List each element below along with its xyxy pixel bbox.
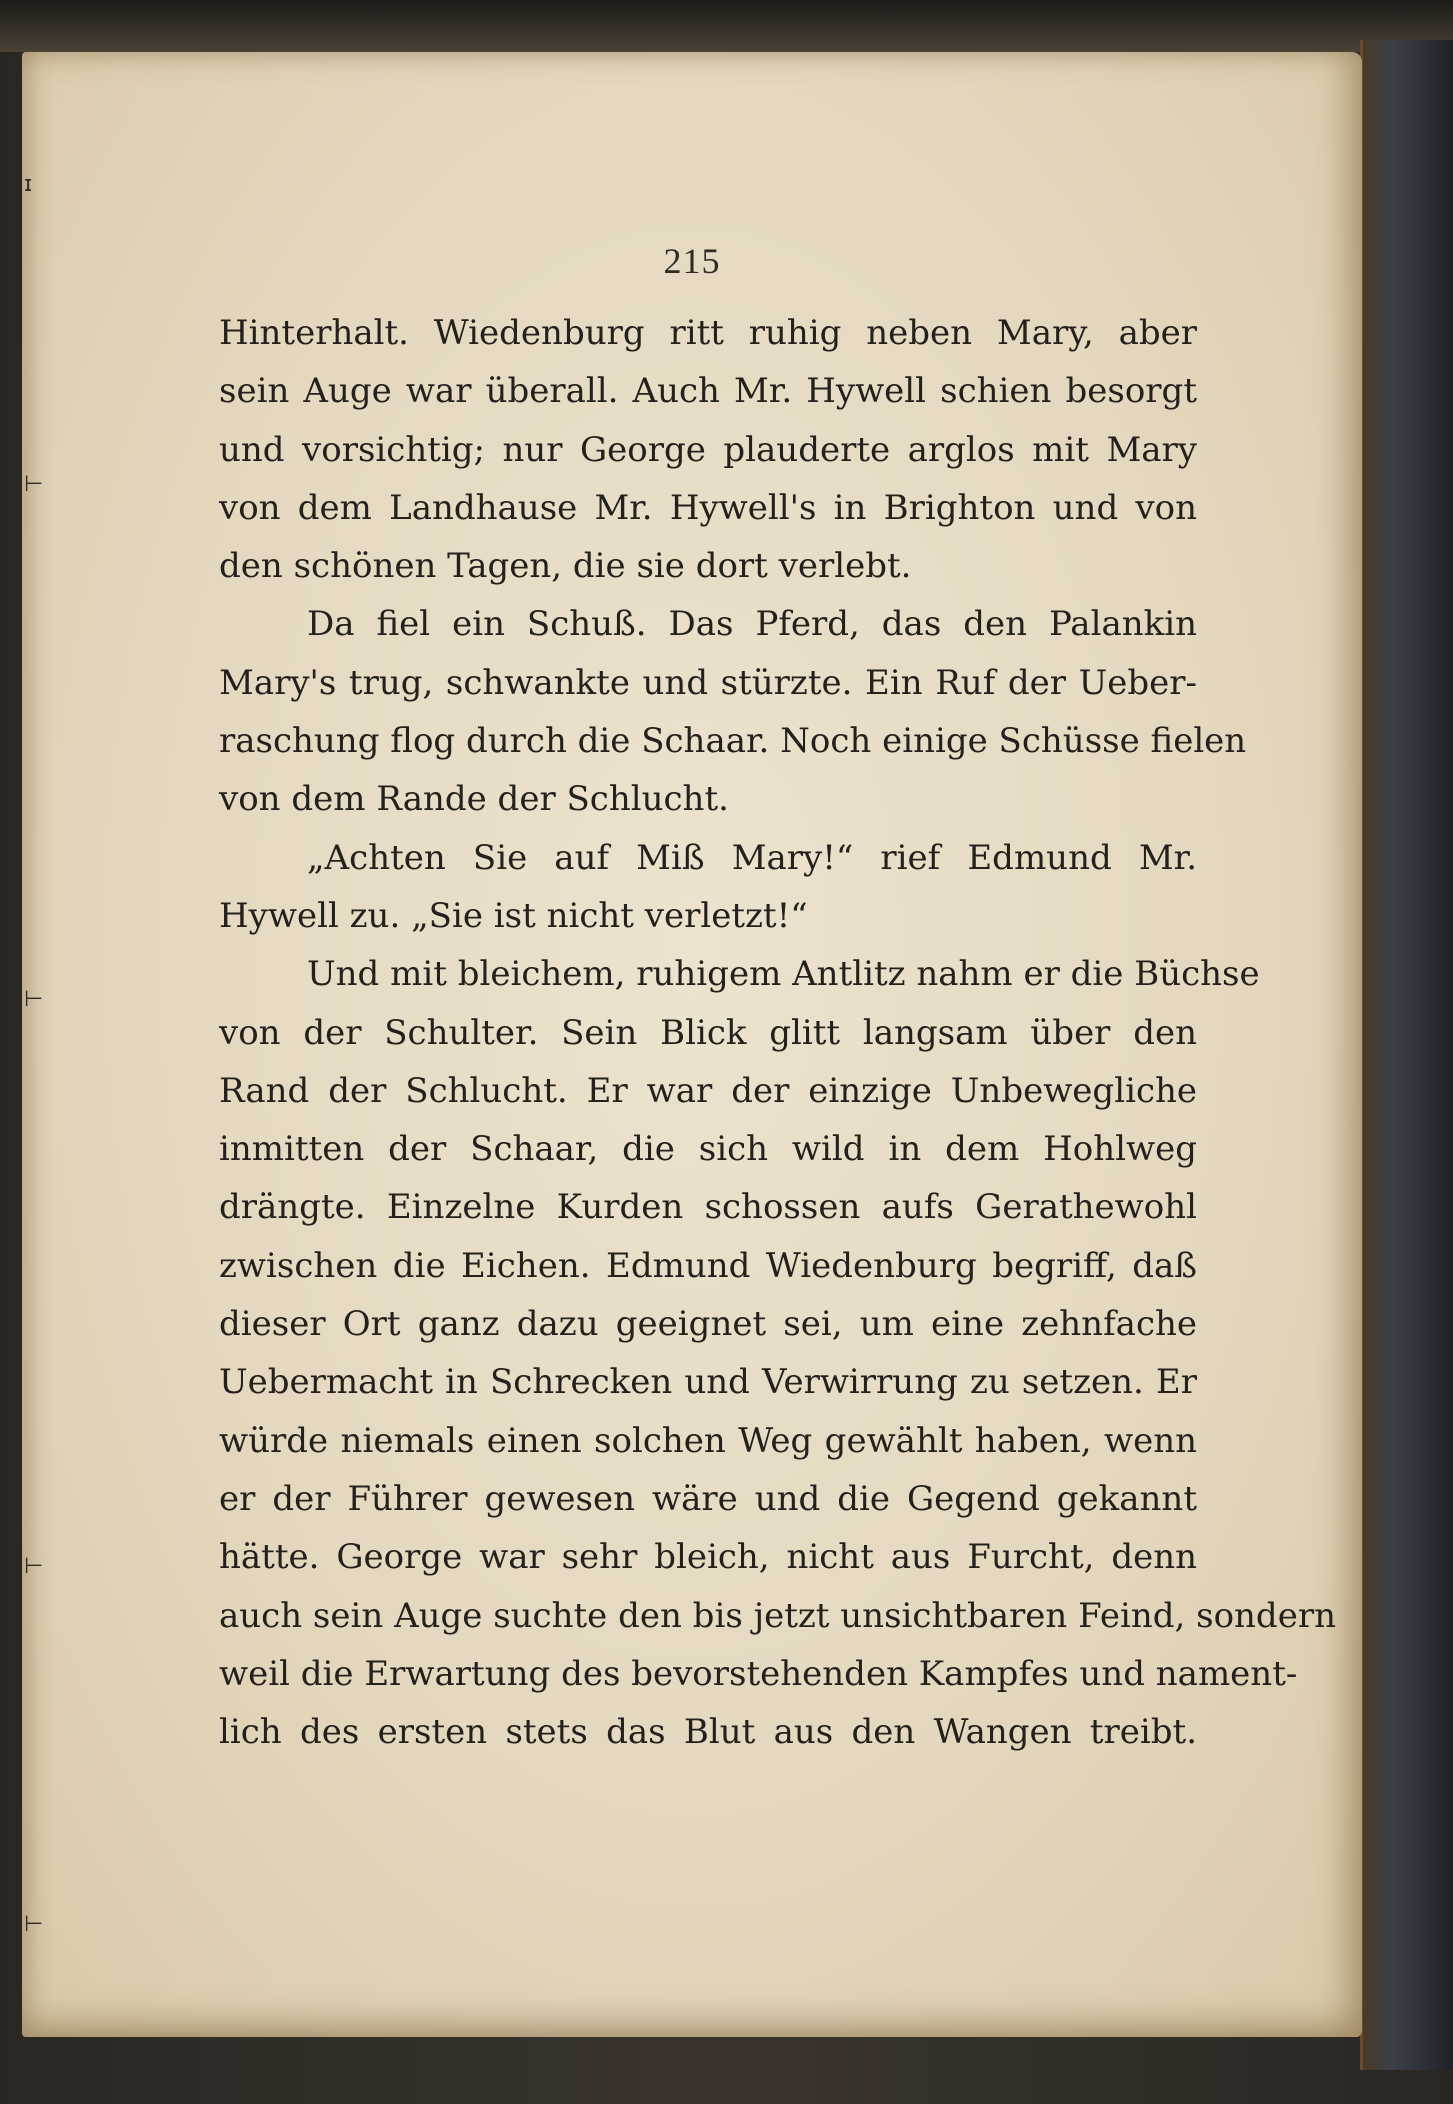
text-line: und vorsichtig; nur George plauderte arglos mit Mary: [219, 429, 1197, 470]
cover-edge-top: [0, 0, 1453, 52]
text-line: Und mit bleichem, ruhigem Antlitz nahm er die Büchse: [307, 954, 1260, 995]
text-line: von der Schulter. Sein Blick glitt langsam über den: [219, 1012, 1197, 1053]
text-line: sein Auge war überall. Auch Mr. Hywell schien besorgt: [219, 371, 1197, 412]
text-line: von dem Landhause Mr. Hywell's in Brighton und von: [219, 487, 1197, 528]
text-line: drängte. Einzelne Kurden schossen aufs Gerathewohl: [219, 1187, 1197, 1228]
text-line: Mary's trug, schwankte und stürzte. Ein Ruf der Ueber-: [219, 662, 1197, 703]
text-line: er der Führer gewesen wäre und die Gegend gekannt: [219, 1478, 1197, 1519]
cover-edge-right: [1360, 40, 1453, 2070]
page-number: 215: [663, 241, 721, 281]
text-line: Uebermacht in Schrecken und Verwirrung zu setzen. Er: [219, 1362, 1197, 1403]
text-line: auch sein Auge suchte den bis jetzt unsichtbaren Feind, sondern: [219, 1595, 1336, 1636]
text-line: weil die Erwartung des bevorstehenden Kampfes und nament-: [219, 1653, 1298, 1694]
text-line: „Achten Sie auf Miß Mary!“ rief Edmund Mr.: [307, 837, 1197, 878]
text-line: von dem Rande der Schlucht.: [219, 779, 729, 820]
text-line: lich des ersten stets das Blut aus den Wangen treibt.: [219, 1712, 1197, 1753]
book-page: [22, 52, 1362, 2037]
text-line: raschung flog durch die Schaar. Noch einige Schüsse fielen: [219, 721, 1247, 762]
margin-mark: ⊢: [24, 472, 44, 497]
body-text: [219, 304, 1336, 1761]
margin-mark: ɪ: [24, 172, 33, 197]
text-line: würde niemals einen solchen Weg gewählt haben, wenn: [219, 1420, 1197, 1461]
text-line: inmitten der Schaar, die sich wild in dem Hohlweg: [219, 1129, 1197, 1170]
text-line: zwischen die Eichen. Edmund Wiedenburg begriff, daß: [219, 1245, 1197, 1286]
text-line: Rand der Schlucht. Er war der einzige Unbewegliche: [219, 1070, 1197, 1111]
margin-mark: ⊢: [24, 987, 44, 1012]
text-line: Hinterhalt. Wiedenburg ritt ruhig neben Mary, aber: [219, 313, 1197, 353]
margin-mark: ⊢: [24, 1912, 44, 1937]
text-line: dieser Ort ganz dazu geeignet sei, um eine zehnfache: [219, 1304, 1197, 1345]
text-line: Da fiel ein Schuß. Das Pferd, das den Palankin: [307, 604, 1197, 645]
text-line: Hywell zu. „Sie ist nicht verletzt!“: [219, 895, 808, 936]
margin-mark: ⊢: [24, 1554, 44, 1579]
text-line: hätte. George war sehr bleich, nicht aus Furcht, denn: [219, 1537, 1197, 1578]
text-line: den schönen Tagen, die sie dort verlebt.: [219, 546, 912, 587]
